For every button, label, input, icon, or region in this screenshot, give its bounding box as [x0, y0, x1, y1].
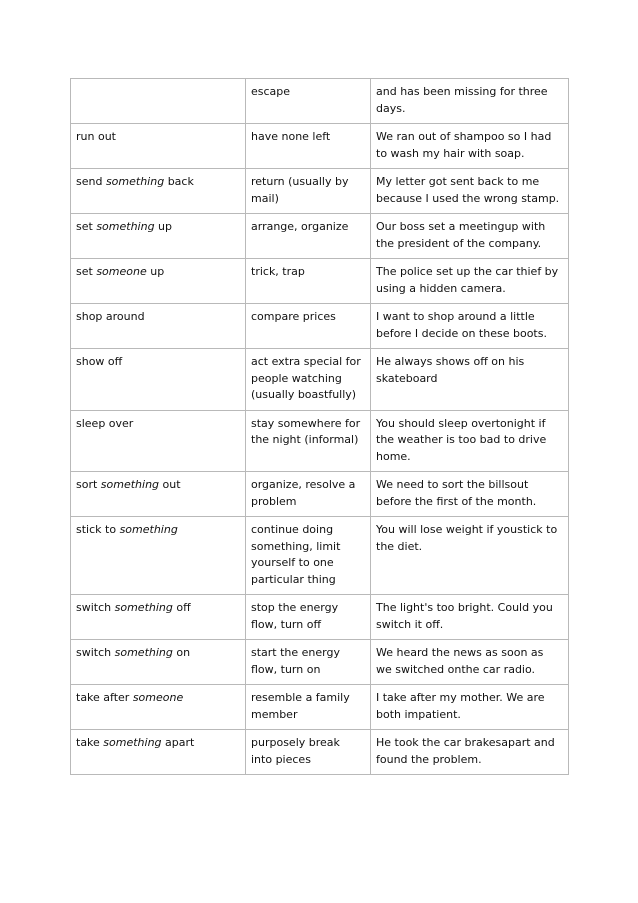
- verb-object-placeholder: someone: [96, 265, 147, 278]
- phrasal-verb-cell: [71, 259, 246, 304]
- meaning-cell: start the energy flow, turn on: [246, 640, 371, 685]
- verb-text: switch: [76, 601, 115, 614]
- meaning-cell: purposely break into pieces: [246, 730, 371, 775]
- verb-text: sleep over: [76, 416, 134, 430]
- verb-text: show off: [76, 355, 123, 368]
- verb-text: set: [76, 265, 97, 278]
- phrasal-verb-cell: [71, 169, 246, 214]
- meaning-cell: escape: [246, 79, 371, 124]
- verb-text: apart: [161, 736, 195, 749]
- meaning-cell: continue doing something, limit yourself to one particular thing: [246, 517, 371, 595]
- table-row: [71, 685, 569, 730]
- phrasal-verb-cell: [71, 349, 246, 411]
- meaning-cell: return (usually by mail): [246, 169, 371, 214]
- phrasal-verb-cell: [71, 79, 246, 124]
- table-row: [71, 214, 569, 259]
- verb-text: out: [159, 478, 181, 491]
- example-cell: and has been missing for three days.: [371, 79, 569, 124]
- verb-text: back: [164, 175, 194, 188]
- phrasal-verb-cell: [71, 124, 246, 169]
- verb-text: take after: [76, 691, 133, 704]
- table-row: [71, 349, 569, 411]
- table-row: [71, 79, 569, 124]
- verb-object-placeholder: something: [100, 478, 160, 491]
- phrasal-verb-cell: [71, 410, 246, 472]
- example-cell: We heard the news as soon as we switched onthe car radio.: [371, 640, 569, 685]
- phrasal-verb-cell: [71, 214, 246, 259]
- table-body: [71, 79, 569, 775]
- example-cell: I want to shop around a little before I decide on these boots.: [371, 304, 569, 349]
- table-row: [71, 259, 569, 304]
- meaning-cell: arrange, organize: [246, 214, 371, 259]
- verb-text: shop around: [76, 310, 145, 323]
- verb-text: run out: [76, 130, 116, 143]
- verb-text: on: [172, 646, 191, 659]
- table-row: [71, 730, 569, 775]
- table-row: [71, 517, 569, 595]
- verb-text: set: [76, 220, 97, 233]
- phrasal-verb-cell: [71, 517, 246, 595]
- verb-text: send: [76, 175, 106, 188]
- meaning-cell: compare prices: [246, 304, 371, 349]
- verb-text: take: [76, 736, 104, 749]
- table-row: [71, 304, 569, 349]
- example-cell: The light's too bright. Could you switch it off.: [371, 595, 569, 640]
- phrasal-verb-cell: [71, 304, 246, 349]
- example-cell: Our boss set a meetingup with the president of the company.: [371, 214, 569, 259]
- phrasal-verb-cell: [71, 595, 246, 640]
- verb-text: switch: [76, 646, 115, 659]
- example-cell: You should sleep overtonight if the weather is too bad to drive home.: [371, 410, 569, 472]
- verb-text: stick to: [76, 523, 120, 536]
- meaning-cell: stay somewhere for the night (informal): [246, 410, 371, 472]
- meaning-cell: resemble a family member: [246, 685, 371, 730]
- example-cell: We need to sort the billsout before the first of the month.: [371, 472, 569, 517]
- example-cell: He took the car brakesapart and found the problem.: [371, 730, 569, 775]
- verb-text: sort: [76, 478, 101, 491]
- example-cell: We ran out of shampoo so I had to wash my hair with soap.: [371, 124, 569, 169]
- phrasal-verb-cell: [71, 640, 246, 685]
- example-cell: My letter got sent back to me because I used the wrong stamp.: [371, 169, 569, 214]
- meaning-cell: have none left: [246, 124, 371, 169]
- verb-text: up: [146, 265, 165, 278]
- verb-object-placeholder: something: [114, 646, 173, 659]
- meaning-cell: act extra special for people watching (usually boastfully): [246, 349, 371, 411]
- verb-object-placeholder: something: [119, 523, 178, 536]
- meaning-cell: organize, resolve a problem: [246, 472, 371, 517]
- table-row: [71, 410, 569, 472]
- example-cell: The police set up the car thief by using a hidden camera.: [371, 259, 569, 304]
- verb-text: off: [172, 601, 191, 614]
- example-cell: I take after my mother. We are both impatient.: [371, 685, 569, 730]
- table-row: [71, 124, 569, 169]
- verb-text: up: [154, 220, 173, 233]
- verb-object-placeholder: something: [114, 601, 173, 614]
- table-row: [71, 595, 569, 640]
- phrasal-verb-cell: [71, 472, 246, 517]
- phrasal-verb-cell: [71, 685, 246, 730]
- table-row: [71, 472, 569, 517]
- verb-object-placeholder: someone: [132, 691, 184, 704]
- phrasal-verb-cell: [71, 730, 246, 775]
- table-row: [71, 169, 569, 214]
- example-cell: You will lose weight if youstick to the diet.: [371, 517, 569, 595]
- verb-object-placeholder: something: [105, 175, 165, 188]
- verb-object-placeholder: something: [103, 736, 162, 749]
- table-row: [71, 640, 569, 685]
- example-cell: He always shows off on his skateboard: [371, 349, 569, 411]
- meaning-cell: trick, trap: [246, 259, 371, 304]
- verb-object-placeholder: something: [96, 220, 155, 233]
- meaning-cell: stop the energy flow, turn off: [246, 595, 371, 640]
- phrasal-verb-table: [70, 78, 569, 775]
